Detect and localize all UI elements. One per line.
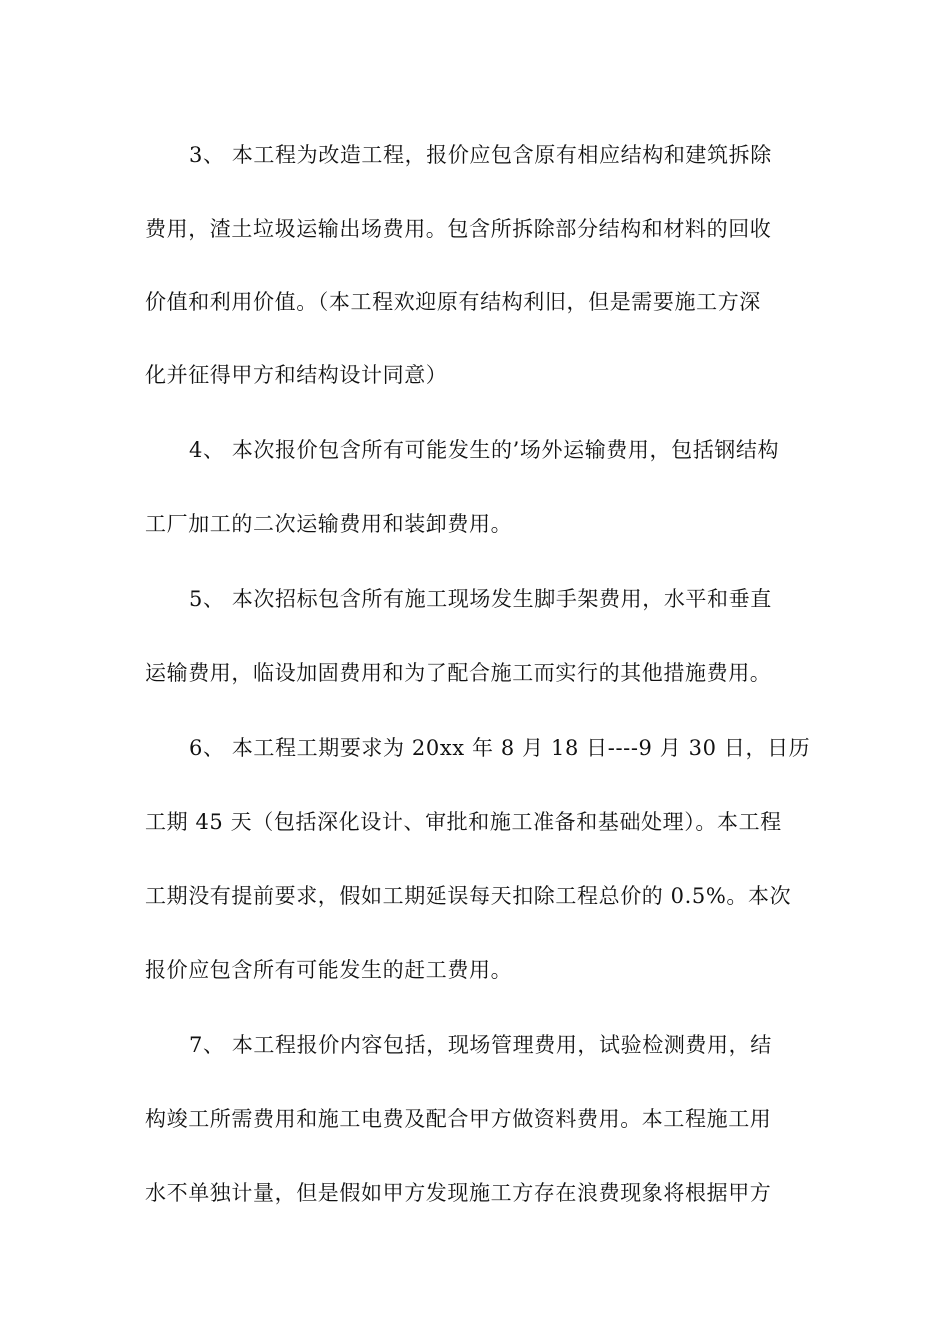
paragraph-7-line-2: 构竣工所需费用和施工电费及配合甲方做资料费用。本工程施工用	[145, 1107, 772, 1131]
paragraph-5-line-2: 运输费用，临设加固费用和为了配合施工而实行的其他措施费用。	[145, 661, 772, 685]
paragraph-6-line-1: 6、 本工程工期要求为 20xx 年 8 月 18 日----9 月 30 日，日历	[189, 736, 811, 760]
paragraph-7-line-3: 水不单独计量，但是假如甲方发现施工方存在浪费现象将根据甲方	[145, 1181, 772, 1205]
paragraph-6-line-3: 工期没有提前要求，假如工期延误每天扣除工程总价的 0.5%。本次	[145, 884, 792, 908]
paragraph-3-line-2: 费用，渣土垃圾运输出场费用。包含所拆除部分结构和材料的回收	[145, 217, 772, 241]
paragraph-7-line-1: 7、 本工程报价内容包括，现场管理费用，试验检测费用，结	[189, 1033, 772, 1057]
paragraph-6-line-4: 报价应包含所有可能发生的赶工费用。	[145, 958, 513, 982]
paragraph-3-line-4: 化并征得甲方和结构设计同意）	[145, 363, 448, 387]
paragraph-3-line-3: 价值和利用价值。（本工程欢迎原有结构利旧，但是需要施工方深	[145, 290, 761, 314]
paragraph-3-line-1: 3、 本工程为改造工程，报价应包含原有相应结构和建筑拆除	[189, 143, 772, 167]
paragraph-4-line-1: 4、 本次报价包含所有可能发生的’场外运输费用，包括钢结构	[189, 438, 780, 462]
paragraph-5-line-1: 5、 本次招标包含所有施工现场发生脚手架费用，水平和垂直	[189, 587, 772, 611]
paragraph-6-line-2: 工期 45 天（包括深化设计、审批和施工准备和基础处理）。本工程	[145, 810, 782, 834]
paragraph-4-line-2: 工厂加工的二次运输费用和装卸费用。	[145, 512, 513, 536]
